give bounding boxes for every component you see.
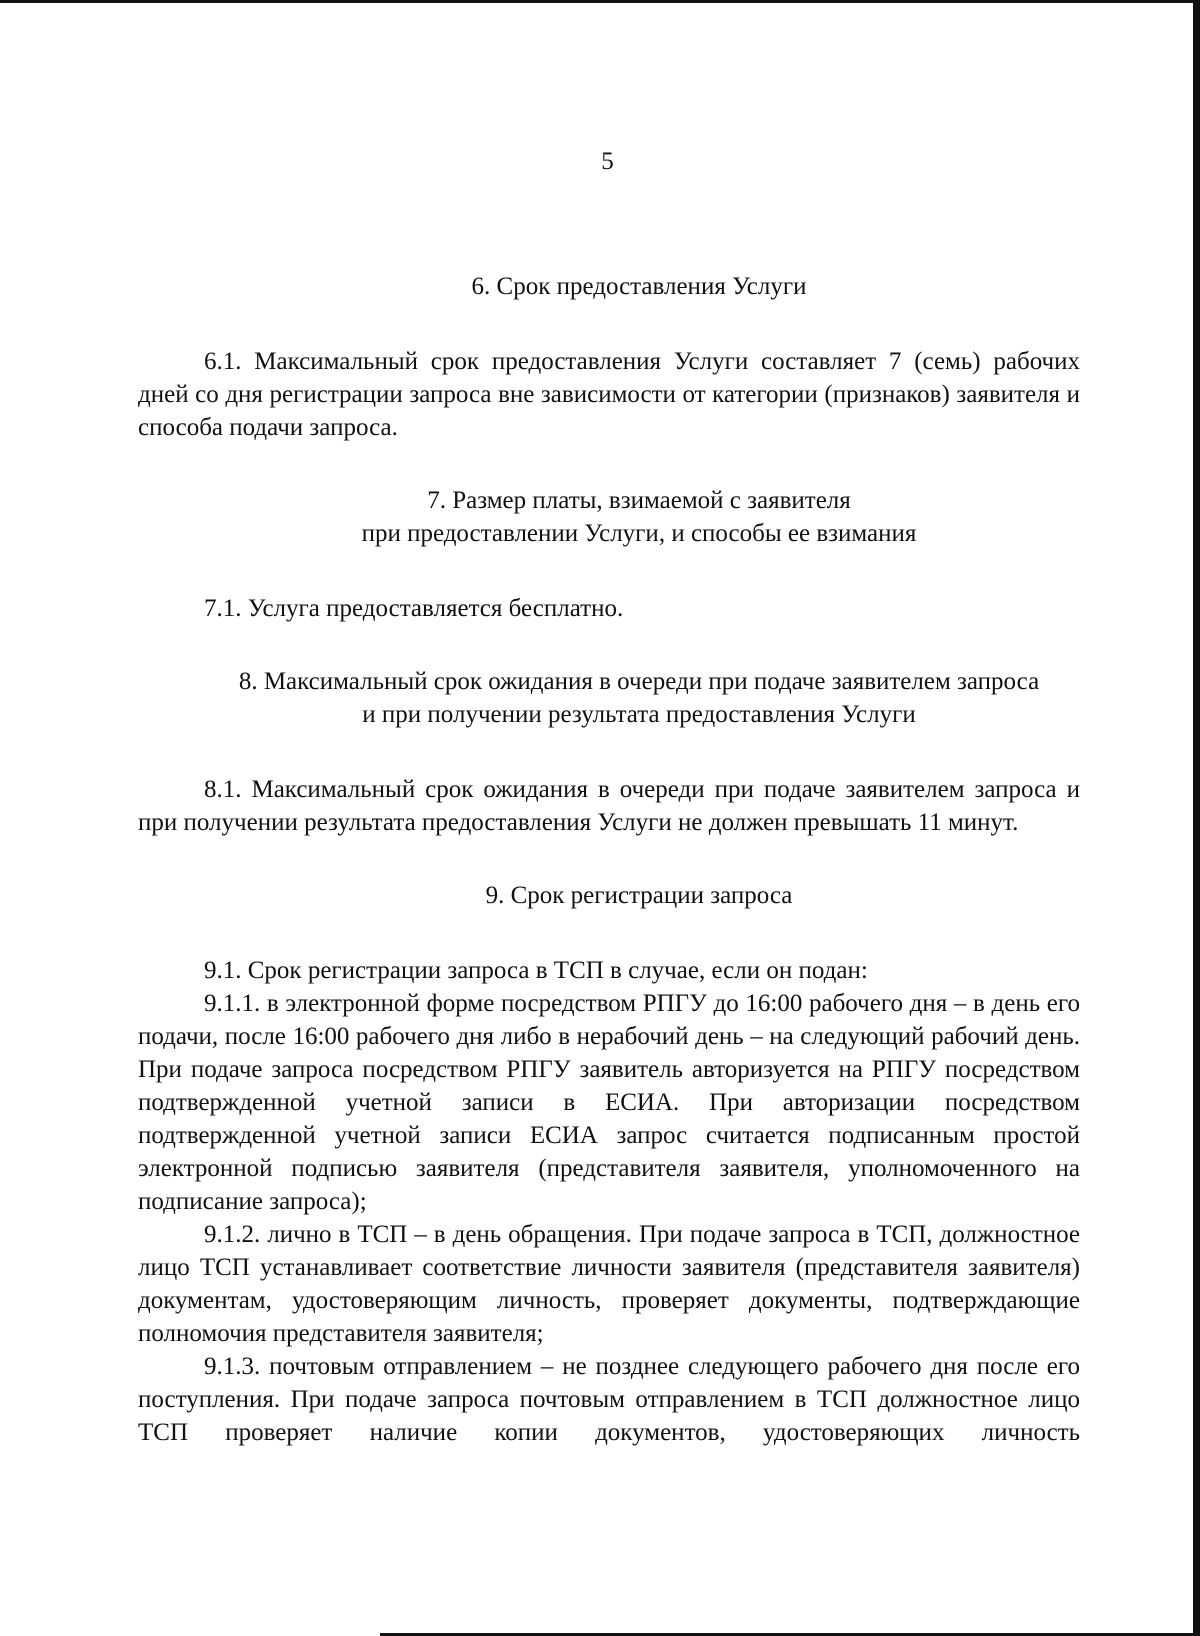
- section-6-heading: 6. Срок предоставления Услуги: [471, 273, 807, 300]
- paragraph-7-1: 7.1. Услуга предоставляется бесплатно.: [204, 595, 624, 622]
- section-9-heading: 9. Срок регистрации запроса: [485, 882, 793, 909]
- scan-border-right: [1193, 0, 1200, 1636]
- paragraph-9-1-3: 9.1.3. почтовым отправлением – не позднее следующего рабочего дня после его поступления. При подаче запроса почтовым отправлением в ТСП должностное лицо ТСП проверяет наличие копии документов, удостоверяющих личность: [138, 1353, 1080, 1446]
- paragraph-9-1-1: 9.1.1. в электронной форме посредством РПГУ до 16:00 рабочего дня – в день его подачи, после 16:00 рабочего дня либо в нерабочий день – на следующий рабочий день. При подаче запроса посредством РПГУ заявитель авторизуется на РПГУ посредством подтвержденной учетной записи в ЕСИА. При авторизации посредством подтвержденной учетной записи ЕСИА запрос считается подписанным простой электронной подписью заявителя (представителя заявителя, уполномоченного на подписание запроса);: [138, 990, 1080, 1215]
- page-number: 5: [601, 148, 614, 175]
- paragraph-8-1: 8.1. Максимальный срок ожидания в очереди при подаче заявителем запроса и при получении результата предоставления Услуги не должен превышать 11 минут.: [138, 776, 1080, 836]
- paragraph-6-1: 6.1. Максимальный срок предоставления Услуги составляет 7 (семь) рабочих дней со дня регистрации запроса вне зависимости от категории (признаков) заявителя и способа подачи запроса.: [138, 348, 1080, 441]
- section-7-heading-line-2: при предоставлении Услуги, и способы ее взимания: [361, 520, 917, 547]
- scan-border-top: [0, 0, 1200, 3]
- paragraph-9-1-2: 9.1.2. лично в ТСП – в день обращения. При подаче запроса в ТСП, должностное лицо ТСП устанавливает соответствие личности заявителя (представителя заявителя) документам, удостоверяющим личность, проверяет документы, подтверждающие полномочия представителя заявителя;: [138, 1221, 1080, 1347]
- section-7-heading-line-1: 7. Размер платы, взимаемой с заявителя: [427, 487, 851, 514]
- section-8-heading-line-1: 8. Максимальный срок ожидания в очереди при подаче заявителем запроса: [238, 668, 1040, 695]
- document-body: [138, 270, 1080, 1449]
- section-8-heading-line-2: и при получении результата предоставления Услуги: [362, 701, 916, 728]
- paragraph-9-1: 9.1. Срок регистрации запроса в ТСП в случае, если он подан:: [204, 957, 868, 984]
